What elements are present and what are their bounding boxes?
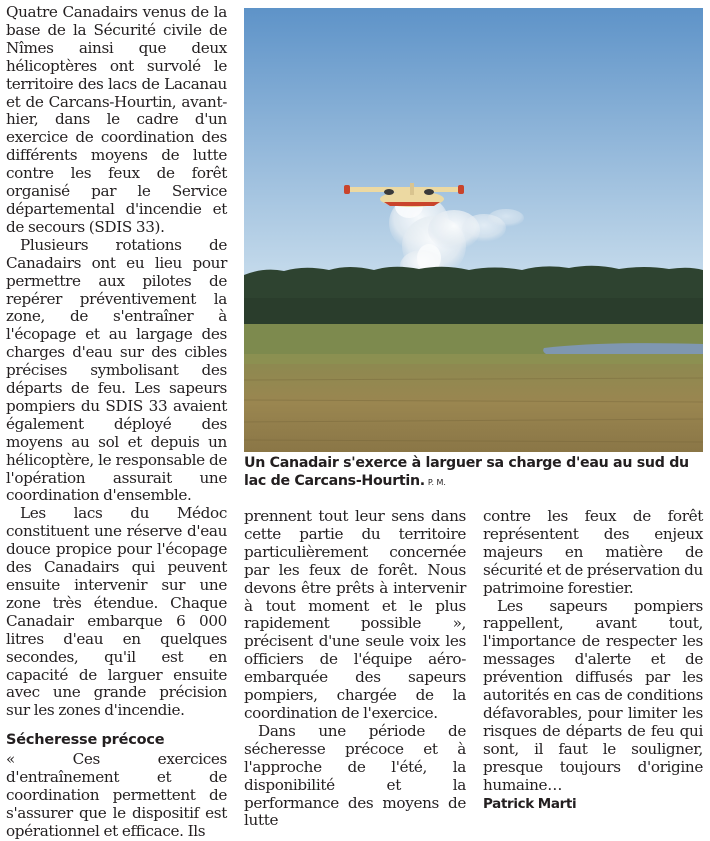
photo-credit: P. M.	[427, 478, 446, 487]
paragraph: contre les feux de forêt représentent des enjeux majeurs en matière de sécurité et de préservation du patrimoine forestier.	[483, 507, 703, 597]
paragraph: Les lacs du Médoc constituent une réserve d'eau douce propice pour l'écopage des Canadairs qui peuvent ensuite intervenir sur une zone très étendue. Chaque Canadair embarque 6 000 litres d'eau en quelques secondes, qu'il est en capacité de larguer ensuite avec une grande précision sur les zones d'incendie.	[6, 504, 227, 720]
paragraph: « Ces exercices d'entraînement et de coordination permettent de s'assurer que le dispositif est opérationnel et efficace. Ils	[6, 750, 227, 840]
paragraph: Dans une période de sécheresse précoce et à l'approche de l'été, la disponibilité et la performance des moyens de lutte	[244, 721, 466, 830]
canadair-photo	[244, 8, 703, 452]
field	[244, 354, 703, 452]
article-column-3	[483, 507, 703, 812]
paragraph: Plusieurs rotations de Canadairs ont eu lieu pour permettre aux pilotes de repérer préventivement la zone, de s'entraîner à l'écopage et au largage des charges d'eau sur des cibles précises symbolisant des départs de feu. Les sapeurs pompiers du SDIS 33 avaient également déployé des moyens au sol et depuis un hélicoptère, le responsable de l'opération assurait une coordination d'ensemble.	[6, 235, 227, 505]
subheading: Sécheresse précoce	[6, 732, 165, 749]
paragraph: Quatre Canadairs venus de la base de la Sécurité civile de Nîmes ainsi que deux hélicoptères ont survolé le territoire des lacs de Lacanau et de Carcans-Hourtin, avant-hier, dans le cadre d'un exercice de coordination des différents moyens de lutte contre les feux de forêt organisé par le Service départemental d'incendie et de secours (SDIS 33).	[6, 3, 227, 236]
paragraph: prennent tout leur sens dans cette partie du territoire particulièrement concernée par les feux de forêt. Nous devons être prêts à intervenir à tout moment et le plus rapidement possible », précisent d'une seule voix les officiers de l'équipe aéro-embarquée des sapeurs pompiers, chargée de la coordination de l'exercice.	[244, 507, 466, 722]
photo-caption	[244, 454, 706, 492]
article-column-2	[244, 507, 466, 830]
article-column-1	[6, 3, 227, 840]
caption-text: Un Canadair s'exerce à larguer sa charge d'eau au sud du lac de Carcans-Hourtin.	[244, 455, 689, 489]
paragraph: Les sapeurs pompiers rappellent, avant tout, l'importance de respecter les messages d'alerte et de prévention diffusés par les autorités en cas de conditions défavorables, pour limiter les risques de départs de feu qui sont, il faut le souligner, presque toujours d'origine humaine…	[483, 596, 703, 794]
author-signature: Patrick Marti	[483, 795, 577, 812]
